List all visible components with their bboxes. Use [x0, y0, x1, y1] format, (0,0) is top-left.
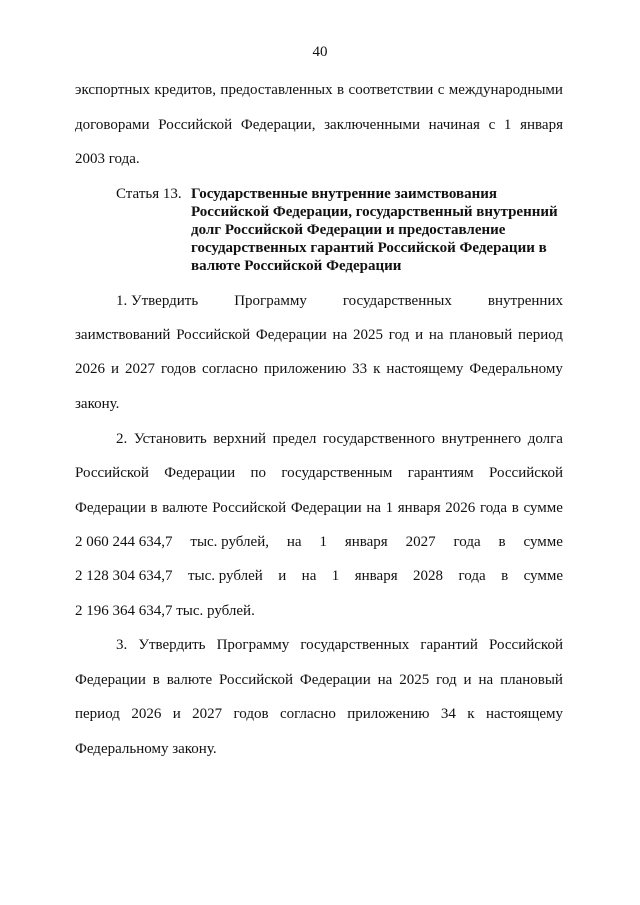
- line-word: Российской: [219, 672, 293, 688]
- p1-line-1: [116, 292, 563, 310]
- line-word: Федерации: [299, 672, 371, 688]
- page-number: 40: [312, 44, 328, 60]
- line-word: в: [501, 568, 509, 584]
- line-word: 2 128 304 634,7: [75, 568, 173, 584]
- line-word: и: [110, 361, 120, 377]
- p1-line-2: [75, 326, 563, 344]
- line-word: плановый: [500, 672, 563, 688]
- line-word: с: [437, 82, 445, 98]
- line-word: плановый: [449, 327, 513, 343]
- line-word: 2026: [131, 706, 162, 722]
- p3-line-1: [116, 636, 563, 654]
- line-word: с: [488, 117, 496, 133]
- p1-line-4: закону.: [75, 396, 120, 412]
- line-word: в: [498, 534, 506, 550]
- line-word: сумме: [523, 500, 563, 516]
- line-word: и: [415, 327, 424, 343]
- line-word: договорами: [75, 117, 150, 133]
- line-word: и: [463, 672, 472, 688]
- line-word: 2027: [192, 706, 223, 722]
- line-word: 1: [331, 568, 340, 584]
- line-word: Программу: [234, 293, 307, 309]
- p3-line-4: Федеральному закону.: [75, 741, 217, 757]
- line-word: 2026: [445, 500, 476, 516]
- line-word: на: [332, 327, 348, 343]
- line-word: января: [397, 500, 441, 516]
- p2-line-4: [75, 533, 563, 551]
- intro-line-3: 2003 года.: [75, 151, 140, 167]
- line-word: заимствований: [75, 327, 171, 343]
- line-word: тыс. рублей,: [190, 534, 269, 550]
- line-word: Федерации: [255, 327, 327, 343]
- p2-line-3: [75, 499, 563, 517]
- line-word: Федерации: [164, 465, 236, 481]
- line-word: внутреннего: [441, 431, 522, 447]
- line-word: в: [511, 500, 519, 516]
- line-word: сумме: [523, 568, 563, 584]
- line-word: кредитов,: [154, 82, 217, 98]
- line-word: 2.: [116, 431, 128, 447]
- line-word: Российской: [212, 500, 287, 516]
- article-title-line: валюте Российской Федерации: [191, 258, 402, 274]
- line-word: международными: [448, 82, 563, 98]
- line-word: государственных: [300, 637, 410, 653]
- line-word: предоставленных: [220, 82, 333, 98]
- intro-line-2: [75, 116, 563, 134]
- line-word: экспортных: [75, 82, 150, 98]
- line-word: предел: [272, 431, 317, 447]
- intro-line-1: [75, 81, 563, 99]
- line-word: 34: [440, 706, 456, 722]
- line-word: приложению: [347, 706, 430, 722]
- line-word: начиная: [428, 117, 480, 133]
- line-word: к: [373, 361, 381, 377]
- p1-line-3: [75, 360, 563, 378]
- line-word: на: [428, 327, 444, 343]
- line-word: 3.: [116, 637, 128, 653]
- line-word: января: [344, 534, 388, 550]
- article-title-line: Государственные внутренние заимствования: [191, 186, 498, 202]
- line-word: в: [337, 82, 345, 98]
- line-word: Федерации,: [240, 117, 316, 133]
- line-word: на: [301, 568, 317, 584]
- line-word: и: [172, 706, 181, 722]
- line-word: Федеральному: [469, 361, 563, 377]
- line-word: годов: [233, 706, 269, 722]
- line-word: 2027: [125, 361, 155, 377]
- line-word: Российской: [158, 117, 233, 133]
- line-word: гарантий: [420, 637, 478, 653]
- line-word: января: [354, 568, 398, 584]
- line-word: 2027: [405, 534, 436, 550]
- line-word: 2025: [353, 327, 384, 343]
- line-word: Программу: [216, 637, 290, 653]
- line-word: 2025: [399, 672, 430, 688]
- line-word: Российской: [75, 465, 149, 481]
- p2-line-2: [75, 464, 563, 482]
- line-word: Федерации: [75, 672, 146, 688]
- article-label: Статья 13.: [116, 186, 182, 202]
- line-word: на: [366, 500, 381, 516]
- line-word: января: [520, 117, 563, 133]
- line-word: к: [467, 706, 475, 722]
- line-word: гарантиям: [407, 465, 474, 481]
- line-word: 1: [503, 117, 512, 133]
- line-word: в: [150, 500, 158, 516]
- line-word: внутренних: [487, 293, 563, 309]
- line-word: Российской: [489, 465, 563, 481]
- line-word: тыс. рублей: [187, 568, 263, 584]
- line-word: Российской: [489, 637, 563, 653]
- line-word: валюте: [162, 500, 208, 516]
- line-word: годов: [160, 361, 197, 377]
- line-word: согласно: [279, 706, 336, 722]
- line-word: Установить: [133, 431, 207, 447]
- article-title-line: государственных гарантий Российской Федерации в: [191, 240, 547, 256]
- article-title-line: Российской Федерации, государственный внутренний: [191, 204, 558, 220]
- article-title-line: долг Российской Федерации и предоставление: [191, 222, 506, 238]
- line-word: Федерации: [75, 500, 146, 516]
- line-word: 2028: [413, 568, 444, 584]
- p3-line-2: [75, 671, 563, 689]
- line-word: на: [478, 672, 494, 688]
- line-word: 2 060 244 634,7: [75, 534, 173, 550]
- p2-line-1: [116, 430, 563, 448]
- line-word: 1: [385, 500, 394, 516]
- line-word: приложению: [263, 361, 347, 377]
- line-word: года: [458, 568, 486, 584]
- line-word: долга: [527, 431, 563, 447]
- line-word: на: [377, 672, 393, 688]
- p3-line-3: [75, 705, 563, 723]
- line-word: по: [250, 465, 267, 481]
- line-word: соответствии: [348, 82, 434, 98]
- line-word: согласно: [202, 361, 258, 377]
- line-word: года: [479, 500, 508, 516]
- line-word: год: [388, 327, 410, 343]
- line-word: год: [436, 672, 457, 688]
- line-word: Российской: [176, 327, 251, 343]
- line-word: Федерации: [290, 500, 362, 516]
- line-word: на: [286, 534, 302, 550]
- line-word: государственным: [281, 465, 393, 481]
- line-word: 33: [352, 361, 368, 377]
- line-word: период: [75, 706, 120, 722]
- line-word: 1: [319, 534, 327, 550]
- line-word: в: [152, 672, 160, 688]
- line-word: верхний: [213, 431, 267, 447]
- line-word: настоящему: [485, 706, 563, 722]
- line-word: сумме: [523, 534, 563, 550]
- article-title: [191, 185, 571, 275]
- line-word: настоящему: [386, 361, 464, 377]
- p2-line-6: 2 196 364 634,7 тыс. рублей.: [75, 603, 255, 619]
- line-word: валюте: [166, 672, 213, 688]
- line-word: государственного: [322, 431, 436, 447]
- p2-line-5: [75, 567, 563, 585]
- line-word: и: [278, 568, 287, 584]
- line-word: заключенными: [324, 117, 420, 133]
- line-word: период: [518, 327, 563, 343]
- line-word: Утвердить: [138, 637, 206, 653]
- line-word: 1. Утвердить: [116, 293, 199, 309]
- line-word: года: [453, 534, 481, 550]
- line-word: государственных: [342, 293, 452, 309]
- line-word: 2026: [75, 361, 105, 377]
